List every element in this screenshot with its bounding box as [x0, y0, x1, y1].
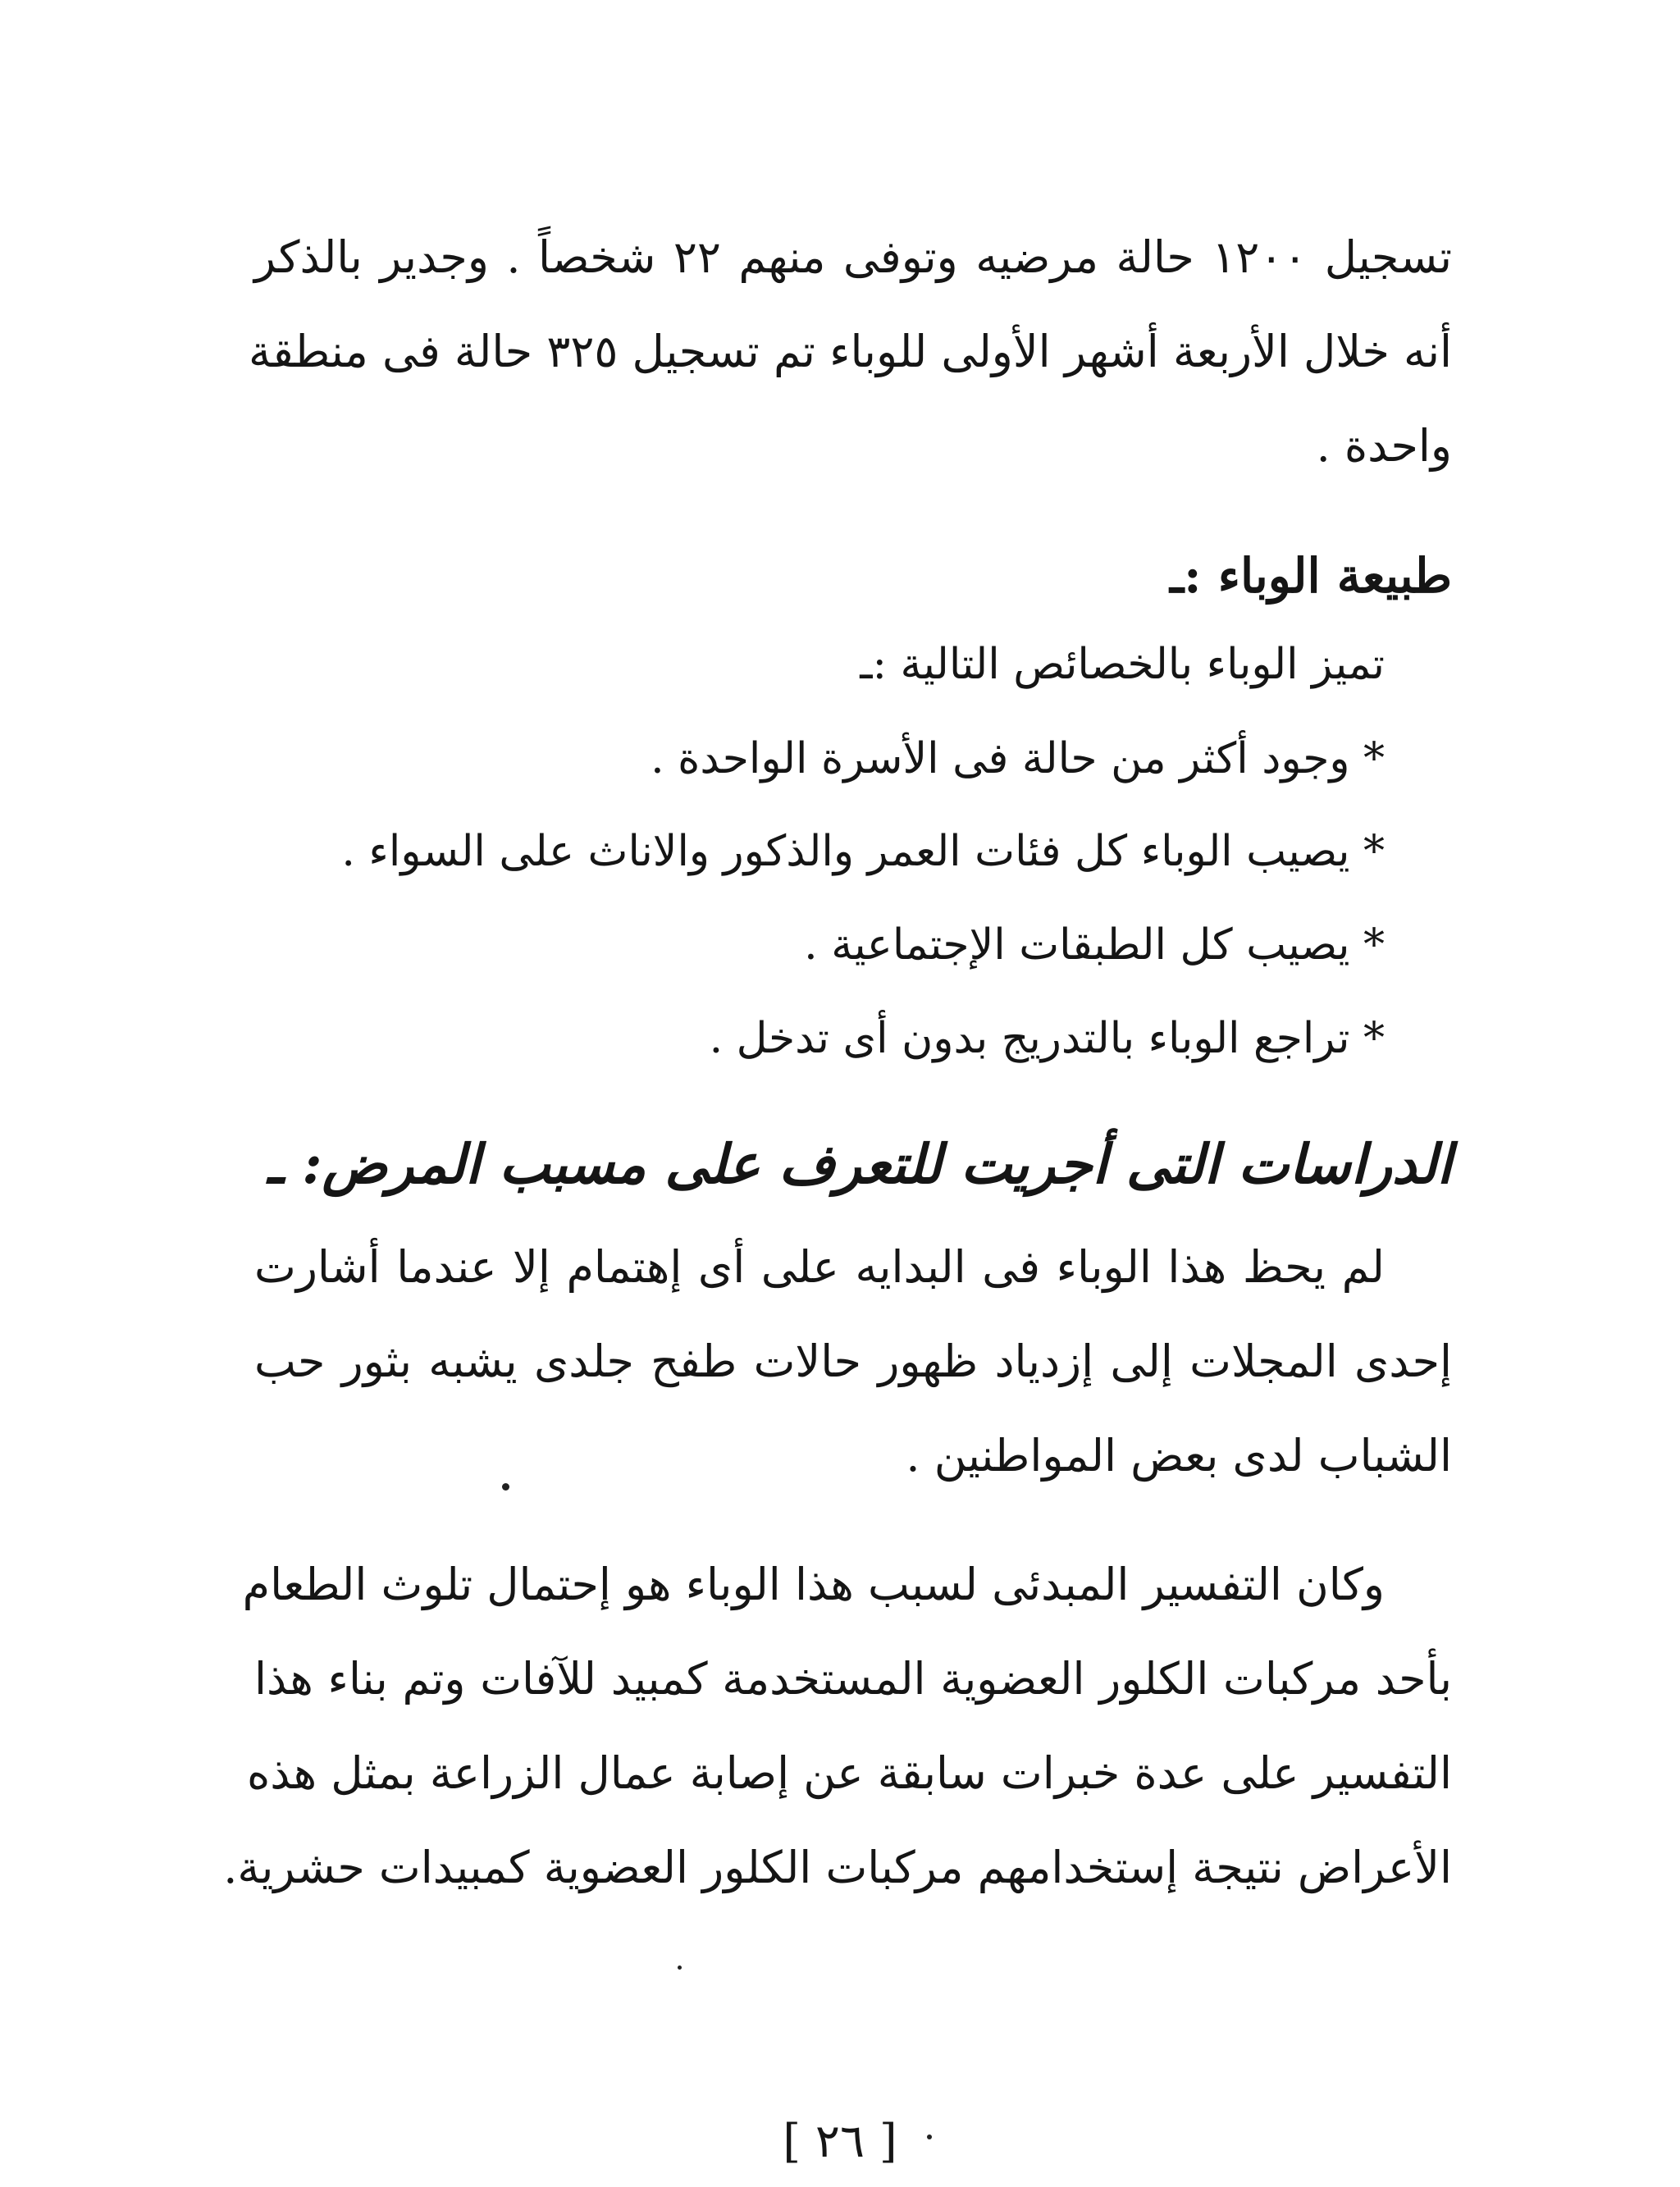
paragraph-line: أنه خلال الأربعة أشهر الأولى للوباء تم تسجيل ٣٢٥ حالة فى منطقة	[249, 326, 1452, 377]
paragraph-line: التفسير على عدة خبرات سابقة عن إصابة عمال الزراعة بمثل هذه	[246, 1747, 1452, 1799]
paragraph-line: إحدى المجلات إلى إزدياد ظهور حالات طفح جلدى يشبه بثور حب	[254, 1335, 1452, 1387]
bullet-item: * وجود أكثر من حالة فى الأسرة الواحدة .	[651, 734, 1385, 783]
bullet-item: * تراجع الوباء بالتدريج بدون أى تدخل .	[709, 1014, 1385, 1063]
section-heading: طبيعة الوباء :ـ	[1170, 548, 1452, 604]
bullet-item: * يصيب كل الطبقات الإجتماعية .	[804, 920, 1385, 970]
scan-speck	[502, 1483, 509, 1491]
scan-speck	[678, 1966, 682, 1970]
page-number: [ ٢٦ ]	[783, 2115, 897, 2168]
paragraph-line: وكان التفسير المبدئى لسبب هذا الوباء هو إحتمال تلوث الطعام	[242, 1559, 1385, 1610]
paragraph-line: بأحد مركبات الكلور العضوية المستخدمة كمبيد للآفات وتم بناء هذا	[254, 1653, 1452, 1705]
paragraph-line: تسجيل ١٢٠٠ حالة مرضيه وتوفى منهم ٢٢ شخصاً . وجدير بالذكر	[254, 231, 1452, 283]
paragraph-line: واحدة .	[1316, 420, 1452, 472]
scan-speck	[927, 2134, 932, 2139]
paragraph-line: لم يحظ هذا الوباء فى البدايه على أى إهتمام إلا عندما أشارت	[254, 1241, 1385, 1293]
paragraph-line: الأعراض نتيجة إستخدامهم مركبات الكلور العضوية كمبيدات حشرية.	[223, 1842, 1452, 1893]
section-intro: تميز الوباء بالخصائص التالية :ـ	[860, 640, 1385, 689]
bullet-item: * يصيب الوباء كل فئات العمر والذكور والاناث على السواء .	[341, 827, 1385, 876]
section-heading: الدراسات التى أجريت للتعرف على مسبب المرض: ـ	[267, 1132, 1452, 1196]
paragraph-line: الشباب لدى بعض المواطنين .	[906, 1430, 1452, 1482]
